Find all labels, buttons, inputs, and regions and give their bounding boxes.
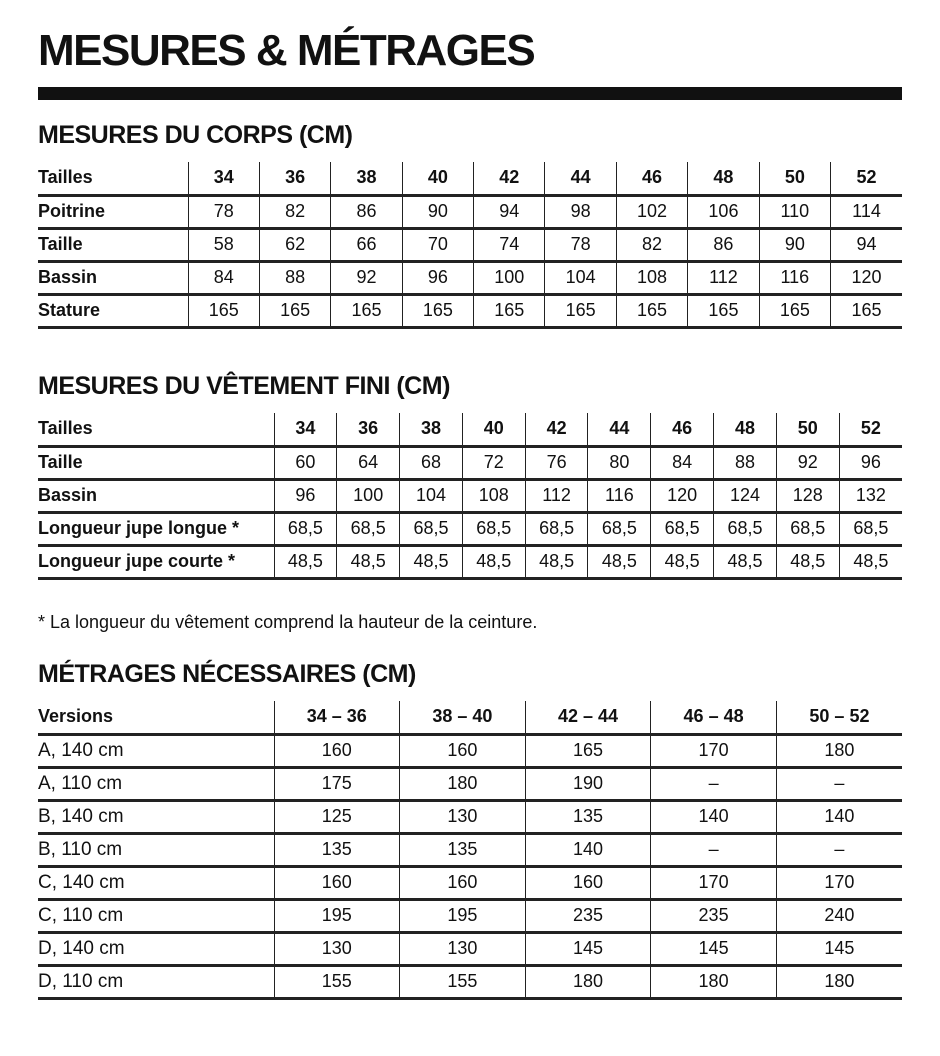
table-cell: 92 <box>331 261 402 294</box>
table-cell: 165 <box>259 294 330 327</box>
table-cell: 175 <box>274 767 400 800</box>
table-row <box>38 767 902 800</box>
table-cell: 180 <box>776 965 902 998</box>
header-cell: 34 <box>188 162 259 195</box>
header-cell: 50 – 52 <box>776 701 902 734</box>
row-label: Taille <box>38 228 188 261</box>
table-cell: 165 <box>688 294 759 327</box>
table-cell: 180 <box>651 965 777 998</box>
row-label: B, 140 cm <box>38 800 274 833</box>
header-row <box>38 701 902 734</box>
header-label: Tailles <box>38 162 188 195</box>
table-cell: 106 <box>688 195 759 228</box>
title-rule <box>38 87 902 100</box>
table-cell: 68,5 <box>714 512 777 545</box>
header-cell: 48 <box>688 162 759 195</box>
header-cell: 50 <box>776 413 839 446</box>
row-label: Bassin <box>38 261 188 294</box>
row-label: Poitrine <box>38 195 188 228</box>
row-label: A, 140 cm <box>38 734 274 767</box>
row-label: C, 110 cm <box>38 899 274 932</box>
header-cell: 36 <box>337 413 400 446</box>
row-label: Taille <box>38 446 274 479</box>
table-cell: 180 <box>400 767 526 800</box>
table-cell: 62 <box>259 228 330 261</box>
table-cell: 48,5 <box>776 545 839 578</box>
table-cell: 48,5 <box>462 545 525 578</box>
table-cell: 68,5 <box>776 512 839 545</box>
header-cell: 46 – 48 <box>651 701 777 734</box>
table-row <box>38 512 902 545</box>
table-cell: 130 <box>274 932 400 965</box>
table-cell: 96 <box>402 261 473 294</box>
table-row <box>38 261 902 294</box>
table-cell: 165 <box>525 734 651 767</box>
table-cell: 170 <box>651 734 777 767</box>
table-cell: 98 <box>545 195 616 228</box>
header-cell: 50 <box>759 162 830 195</box>
table-row <box>38 965 902 998</box>
row-label: Bassin <box>38 479 274 512</box>
table-cell: 64 <box>337 446 400 479</box>
header-cell: 44 <box>545 162 616 195</box>
table-cell: 78 <box>545 228 616 261</box>
table-cell: 48,5 <box>839 545 902 578</box>
table-cell: 235 <box>651 899 777 932</box>
table-cell: 84 <box>651 446 714 479</box>
header-label: Tailles <box>38 413 274 446</box>
table-cell: 58 <box>188 228 259 261</box>
table-row <box>38 446 902 479</box>
table-cell: 48,5 <box>337 545 400 578</box>
table-row <box>38 833 902 866</box>
table-cell: 140 <box>651 800 777 833</box>
table-cell: 80 <box>588 446 651 479</box>
table-cell: 180 <box>525 965 651 998</box>
table-cell: 60 <box>274 446 337 479</box>
table-cell: 116 <box>588 479 651 512</box>
table-cell: 112 <box>525 479 588 512</box>
table-cell: 68,5 <box>588 512 651 545</box>
header-cell: 52 <box>831 162 902 195</box>
table-row <box>38 294 902 327</box>
finished-measurements-heading: MESURES DU VÊTEMENT FINI (CM) <box>38 372 450 400</box>
table-row <box>38 545 902 578</box>
table-cell: 86 <box>331 195 402 228</box>
table-cell: 132 <box>839 479 902 512</box>
table-cell: 104 <box>545 261 616 294</box>
table-cell: 135 <box>525 800 651 833</box>
table-cell: 145 <box>525 932 651 965</box>
table-cell: 160 <box>400 866 526 899</box>
table-cell: 94 <box>474 195 545 228</box>
table-cell: 155 <box>274 965 400 998</box>
table-cell: 48,5 <box>651 545 714 578</box>
table-cell: 104 <box>400 479 463 512</box>
table-cell: 160 <box>274 734 400 767</box>
table-row <box>38 899 902 932</box>
table-cell: 165 <box>616 294 687 327</box>
row-label: Longueur jupe courte * <box>38 545 274 578</box>
header-cell: 46 <box>651 413 714 446</box>
header-cell: 38 – 40 <box>400 701 526 734</box>
table-row <box>38 866 902 899</box>
table-cell: 68,5 <box>651 512 714 545</box>
table-cell: 108 <box>462 479 525 512</box>
row-label: D, 110 cm <box>38 965 274 998</box>
table-cell: 165 <box>402 294 473 327</box>
header-cell: 46 <box>616 162 687 195</box>
table-cell: 66 <box>331 228 402 261</box>
table-cell: 96 <box>839 446 902 479</box>
table-cell: 90 <box>759 228 830 261</box>
header-cell: 34 <box>274 413 337 446</box>
header-cell: 42 <box>525 413 588 446</box>
table-cell: 78 <box>188 195 259 228</box>
table-cell: 48,5 <box>714 545 777 578</box>
table-cell: 135 <box>400 833 526 866</box>
table-row <box>38 734 902 767</box>
header-cell: 40 <box>462 413 525 446</box>
table-cell: 130 <box>400 800 526 833</box>
header-cell: 38 <box>331 162 402 195</box>
table-cell: 68,5 <box>462 512 525 545</box>
table-cell: 74 <box>474 228 545 261</box>
table-cell: – <box>651 767 777 800</box>
table-cell: 108 <box>616 261 687 294</box>
table-cell: 82 <box>616 228 687 261</box>
header-cell: 38 <box>400 413 463 446</box>
table-cell: 48,5 <box>400 545 463 578</box>
table-cell: 86 <box>688 228 759 261</box>
table-cell: 165 <box>831 294 902 327</box>
table-cell: 100 <box>337 479 400 512</box>
table-cell: 165 <box>188 294 259 327</box>
table-cell: – <box>651 833 777 866</box>
table-cell: 160 <box>400 734 526 767</box>
row-label: Stature <box>38 294 188 327</box>
table-cell: 48,5 <box>588 545 651 578</box>
table-cell: 120 <box>651 479 714 512</box>
table-cell: 128 <box>776 479 839 512</box>
row-label: D, 140 cm <box>38 932 274 965</box>
table-cell: 155 <box>400 965 526 998</box>
table-cell: 68,5 <box>525 512 588 545</box>
header-cell: 42 <box>474 162 545 195</box>
table-cell: 70 <box>402 228 473 261</box>
table-row <box>38 195 902 228</box>
table-cell: 140 <box>525 833 651 866</box>
table-cell: 130 <box>400 932 526 965</box>
header-cell: 48 <box>714 413 777 446</box>
table-cell: 235 <box>525 899 651 932</box>
footnote: * La longueur du vêtement comprend la hauteur de la ceinture. <box>38 612 538 632</box>
table-cell: 140 <box>776 800 902 833</box>
table-cell: 68,5 <box>274 512 337 545</box>
table-cell: 92 <box>776 446 839 479</box>
row-label: B, 110 cm <box>38 833 274 866</box>
table-cell: 165 <box>545 294 616 327</box>
table-cell: 84 <box>188 261 259 294</box>
table-cell: 170 <box>776 866 902 899</box>
finished-measurements-table <box>38 413 902 580</box>
table-cell: 160 <box>525 866 651 899</box>
row-label: A, 110 cm <box>38 767 274 800</box>
table-cell: 48,5 <box>274 545 337 578</box>
table-cell: 76 <box>525 446 588 479</box>
table-cell: 68 <box>400 446 463 479</box>
table-cell: 72 <box>462 446 525 479</box>
table-row <box>38 932 902 965</box>
header-cell: 40 <box>402 162 473 195</box>
table-cell: 120 <box>831 261 902 294</box>
row-label: Longueur jupe longue * <box>38 512 274 545</box>
table-cell: 170 <box>651 866 777 899</box>
table-cell: 145 <box>776 932 902 965</box>
table-cell: – <box>776 833 902 866</box>
table-cell: – <box>776 767 902 800</box>
table-row <box>38 228 902 261</box>
table-cell: 165 <box>331 294 402 327</box>
table-cell: 68,5 <box>337 512 400 545</box>
table-cell: 82 <box>259 195 330 228</box>
table-cell: 145 <box>651 932 777 965</box>
table-cell: 165 <box>759 294 830 327</box>
body-measurements-heading: MESURES DU CORPS (CM) <box>38 121 353 149</box>
table-cell: 240 <box>776 899 902 932</box>
table-cell: 110 <box>759 195 830 228</box>
header-row <box>38 413 902 446</box>
table-cell: 135 <box>274 833 400 866</box>
header-label: Versions <box>38 701 274 734</box>
body-measurements-table <box>38 162 902 329</box>
table-row <box>38 479 902 512</box>
table-cell: 160 <box>274 866 400 899</box>
table-cell: 165 <box>474 294 545 327</box>
row-label: C, 140 cm <box>38 866 274 899</box>
header-cell: 52 <box>839 413 902 446</box>
header-cell: 42 – 44 <box>525 701 651 734</box>
header-row <box>38 162 902 195</box>
table-cell: 88 <box>714 446 777 479</box>
table-cell: 94 <box>831 228 902 261</box>
table-cell: 102 <box>616 195 687 228</box>
table-cell: 88 <box>259 261 330 294</box>
table-row <box>38 800 902 833</box>
table-cell: 112 <box>688 261 759 294</box>
table-cell: 96 <box>274 479 337 512</box>
table-cell: 195 <box>274 899 400 932</box>
table-cell: 68,5 <box>839 512 902 545</box>
table-cell: 68,5 <box>400 512 463 545</box>
header-cell: 44 <box>588 413 651 446</box>
table-cell: 195 <box>400 899 526 932</box>
table-cell: 114 <box>831 195 902 228</box>
header-cell: 36 <box>259 162 330 195</box>
table-cell: 190 <box>525 767 651 800</box>
table-cell: 48,5 <box>525 545 588 578</box>
yardage-table <box>38 701 902 1000</box>
table-cell: 100 <box>474 261 545 294</box>
table-cell: 125 <box>274 800 400 833</box>
table-cell: 124 <box>714 479 777 512</box>
table-cell: 116 <box>759 261 830 294</box>
header-cell: 34 – 36 <box>274 701 400 734</box>
page-title: MESURES & MÉTRAGES <box>38 26 535 75</box>
yardage-heading: MÉTRAGES NÉCESSAIRES (CM) <box>38 660 416 688</box>
table-cell: 180 <box>776 734 902 767</box>
table-cell: 90 <box>402 195 473 228</box>
